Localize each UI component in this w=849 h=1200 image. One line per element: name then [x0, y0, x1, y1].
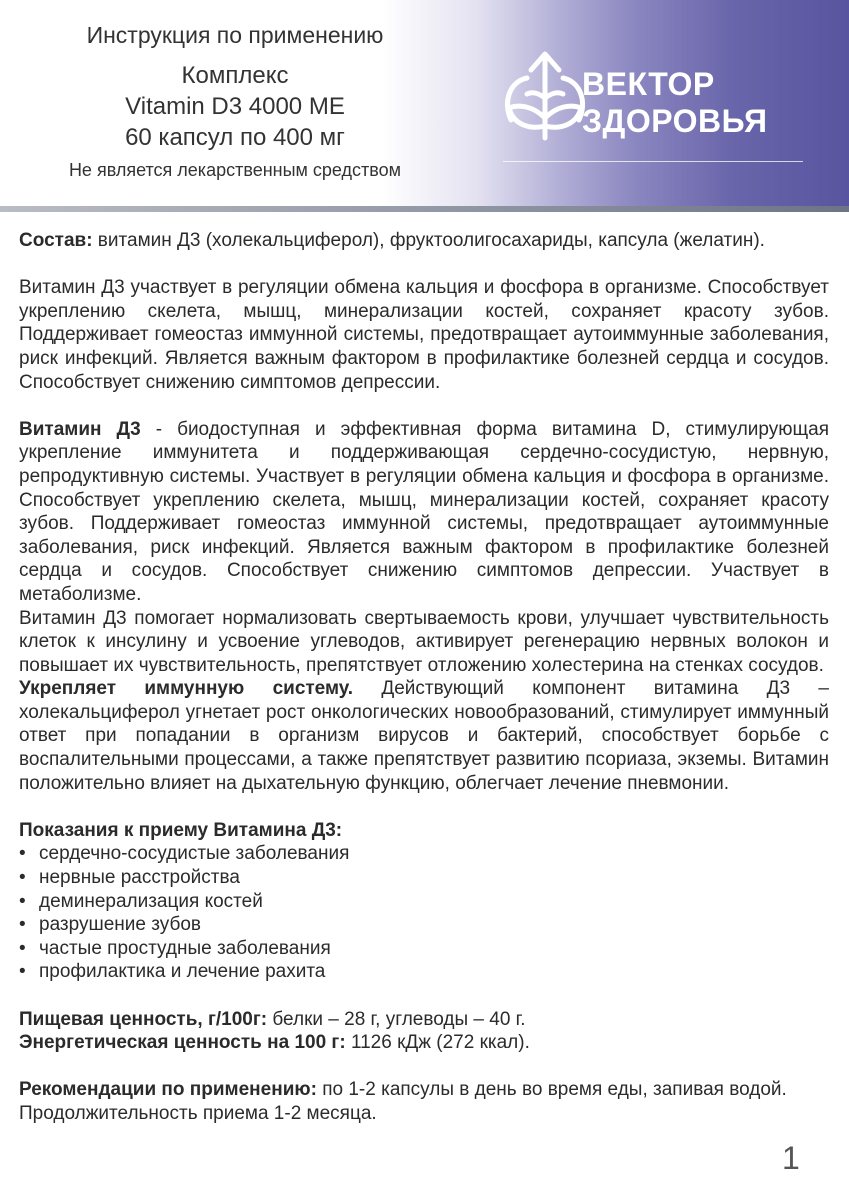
- leaf-arrow-logo-icon: [497, 48, 593, 144]
- nutrition-label: Пищевая ценность, г/100г:: [19, 1008, 268, 1030]
- vitamin-d3-description: [19, 418, 829, 607]
- vitamin-d3-effects-paragraph: Витамин Д3 помогает нормализовать свертываемость крови, улучшает чувствительность клеток к инсулину и усвоение углеводов, активирует регенерацию нервных волокон и повышает их чувствительность, препятствует отложению холестерина на стенках сосудов.: [19, 607, 829, 676]
- indications-list: [19, 842, 829, 984]
- composition-text: витамин Д3 (холекальциферол), фруктоолигосахариды, капсула (желатин).: [92, 230, 765, 251]
- immune-label: Укрепляет иммунную систему.: [19, 678, 353, 700]
- list-item: • сердечно-сосудистые заболевания: [19, 842, 829, 866]
- vitamin-benefits-paragraph: Витамин Д3 участвует в регуляции обмена кальция и фосфора в организме. Способствует укреплению скелета, мышц, минерализации костей, сохраняет красоту зубов. Поддерживает гомеостаз иммунной системы, предотвращает аутоиммунные заболевания, риск инфекций. Является важным фактором в профилактике болезней сердца и сосудов. Способствует снижению симптомов депрессии.: [19, 277, 829, 393]
- immune-text: Действующий компонент витамина Д3 – холекальциферол угнетает рост онкологических новообразований, стимулирует иммунный ответ при попадании в организм вирусов и бактерий, способствует борьбе с воспалительными процессами, а также препятствует развитию псориаза, экземы. Витамин положительно влияет на дыхательную функцию, облегчает лечение пневмонии.: [19, 678, 829, 794]
- recommendations: [19, 1078, 829, 1102]
- energy-label: Энергетическая ценность на 100 г:: [19, 1032, 346, 1054]
- disclaimer-note: Не является лекарственным средством: [68, 160, 402, 180]
- instructions-body: [19, 229, 829, 1126]
- vitamin-d3-label: Витамин Д3: [19, 418, 141, 440]
- list-item: • частые простудные заболевания: [19, 937, 829, 961]
- product-name-line2: Vitamin D3 4000 МЕ: [125, 93, 345, 120]
- brand-name-line1: ВЕКТОР: [582, 66, 715, 102]
- nutrition-value: [19, 1008, 829, 1032]
- composition-paragraph: [19, 229, 829, 253]
- indications-title: Показания к приему Витамина Д3:: [19, 819, 343, 841]
- product-name-line3: 60 капсул по 400 мг: [125, 124, 345, 151]
- logo-underline: [503, 161, 803, 162]
- vitamin-d3-text: - биодоступная и эффективная форма витамина D, стимулирующая укрепление иммунитета и поддерживающая сердечно-сосудистую, нервную, репродуктивную системы. Участвует в регуляции обмена кальция и фосфора в организме. Способствует укреплению скелета, мышц, минерализации костей, сохраняет красоту зубов. Поддерживает гомеостаз иммунной системы, предотвращает аутоиммунные заболевания, риск инфекций. Является важным фактором в профилактике болезней сердца и сосудов. Способствует снижению симптомов депрессии. Участвует в метаболизме.: [19, 418, 829, 605]
- energy-value: [19, 1031, 829, 1055]
- product-name-line1: Комплекс: [181, 62, 289, 89]
- list-item: • разрушение зубов: [19, 913, 829, 937]
- list-item: • профилактика и лечение рахита: [19, 960, 829, 984]
- list-item: • нервные расстройства: [19, 866, 829, 890]
- nutrition-text: белки – 28 г, углеводы – 40 г.: [267, 1008, 526, 1030]
- recommendations-text: по 1-2 капсулы в день во время еды, запивая водой.: [316, 1079, 787, 1101]
- immune-paragraph: [19, 677, 829, 795]
- list-item: • деминерализация костей: [19, 890, 829, 914]
- duration-text: Продолжительность приема 1-2 месяца.: [19, 1102, 377, 1124]
- energy-text: 1126 кДж (272 ккал).: [345, 1032, 530, 1054]
- recommendations-label: Рекомендации по применению:: [19, 1079, 317, 1101]
- page-title: Инструкция по применению: [86, 22, 384, 48]
- composition-label: Состав:: [19, 230, 93, 251]
- brand-name-line2: ЗДОРОВЬЯ: [582, 103, 768, 139]
- page-number: 1: [782, 1140, 800, 1176]
- header-divider: [0, 206, 849, 212]
